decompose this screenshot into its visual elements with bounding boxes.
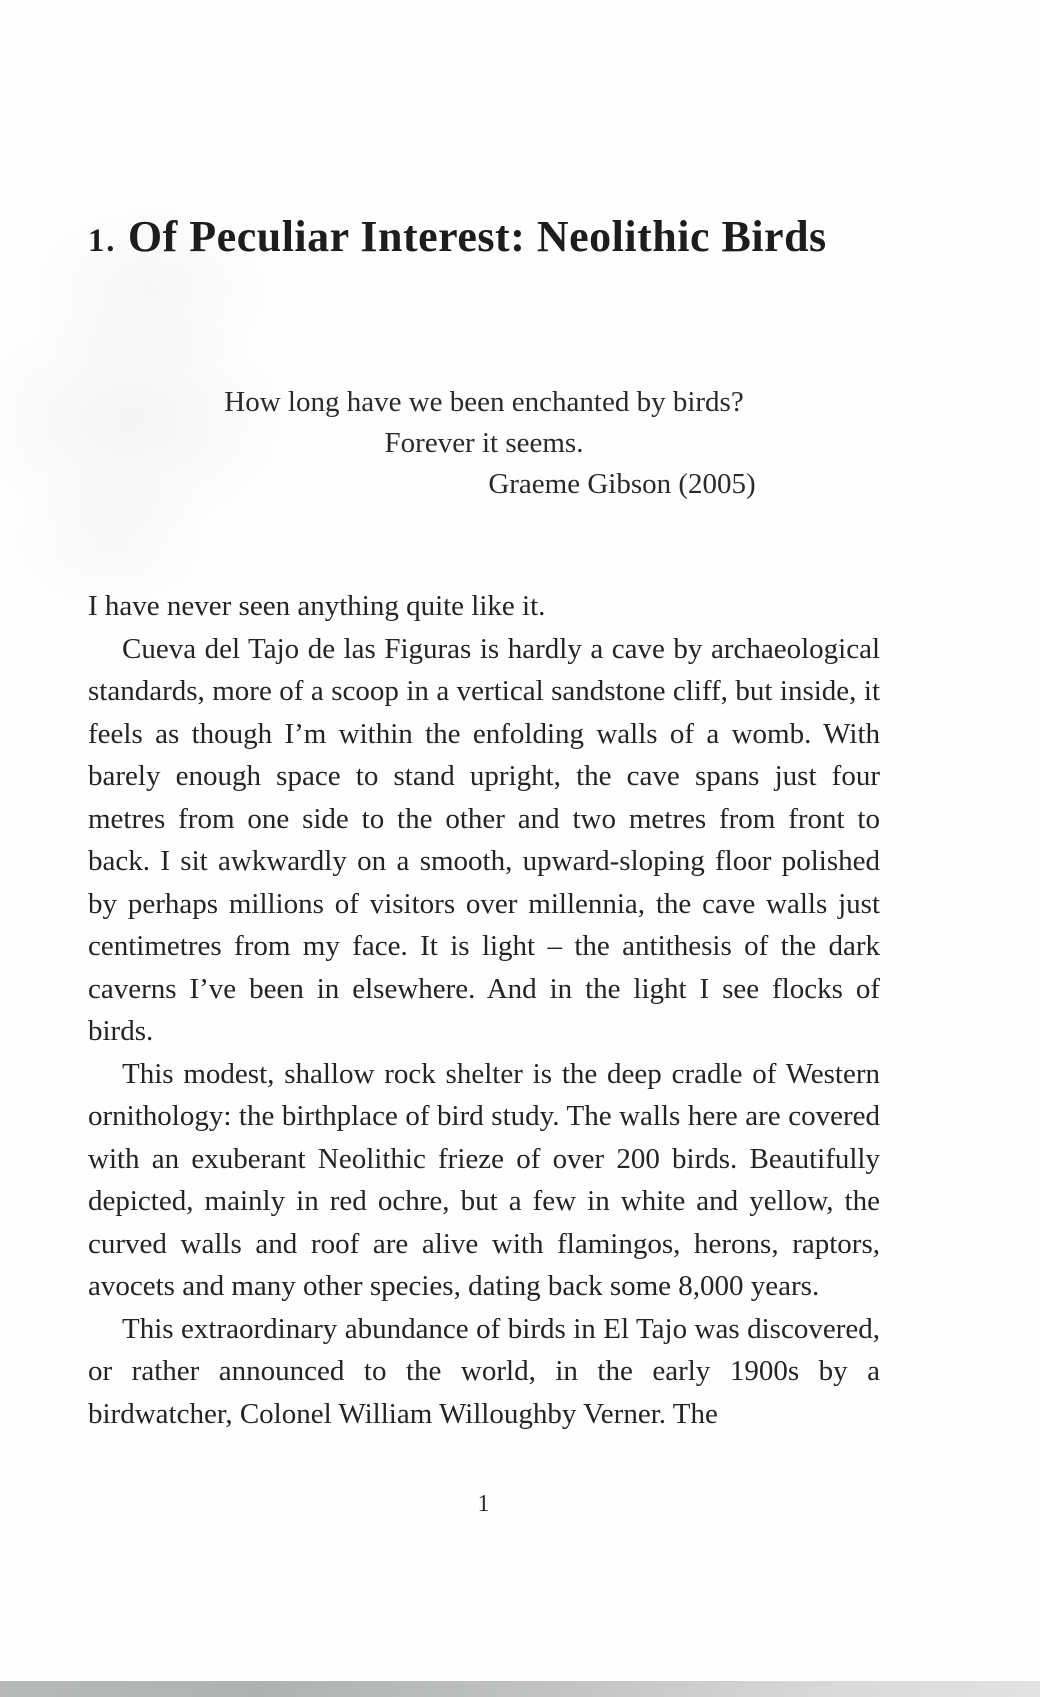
epigraph-attribution: Graeme Gibson (2005) — [488, 468, 756, 501]
chapter-number: 1. — [88, 223, 117, 260]
body-paragraph-1: I have never seen anything quite like it. — [88, 590, 546, 623]
epigraph — [88, 382, 880, 505]
body-text — [88, 585, 880, 1435]
chapter-title: Of Peculiar Interest: Neolithic Birds — [127, 212, 827, 262]
chapter-heading — [88, 211, 880, 264]
page-number: 1 — [477, 1491, 491, 1518]
scan-edge-artifact — [0, 1681, 1040, 1697]
body-paragraph-2: Cueva del Tajo de las Figuras is hardly a cave by archaeological standards, more of a scoop in a vertical sandstone cliff, but inside, it feels as though I’m within the enfolding walls of a womb. With barely enough space to stand upright, the cave spans just four metres from one side to the other and two metres from front to back. I sit awkwardly on a smooth, upward-sloping floor polished by perhaps millions of visitors over millennia, the cave walls just centimetres from my face. It is light – the antithesis of the dark caverns I’ve been in elsewhere. And in the light I see flocks of birds. — [88, 632, 880, 1048]
epigraph-line-2: Forever it seems. — [384, 427, 584, 460]
body-paragraph-3: This modest, shallow rock shelter is the deep cradle of Western ornithology: the birthplace of bird study. The walls here are covered with an exuberant Neolithic frieze of over 200 birds. Beautifully depicted, mainly in red ochre, but a few in white and yellow, the curved walls and roof are alive with flamingos, herons, raptors, avocets and many other species, dating back some 8,000 years. — [88, 1057, 880, 1303]
body-paragraph-4: This extraordinary abundance of birds in El Tajo was discovered, or rather announced to the world, in the early 1900s by a birdwatcher, Colonel William Willoughby Verner. The — [88, 1312, 880, 1430]
epigraph-line-1: How long have we been enchanted by birds? — [224, 386, 744, 419]
